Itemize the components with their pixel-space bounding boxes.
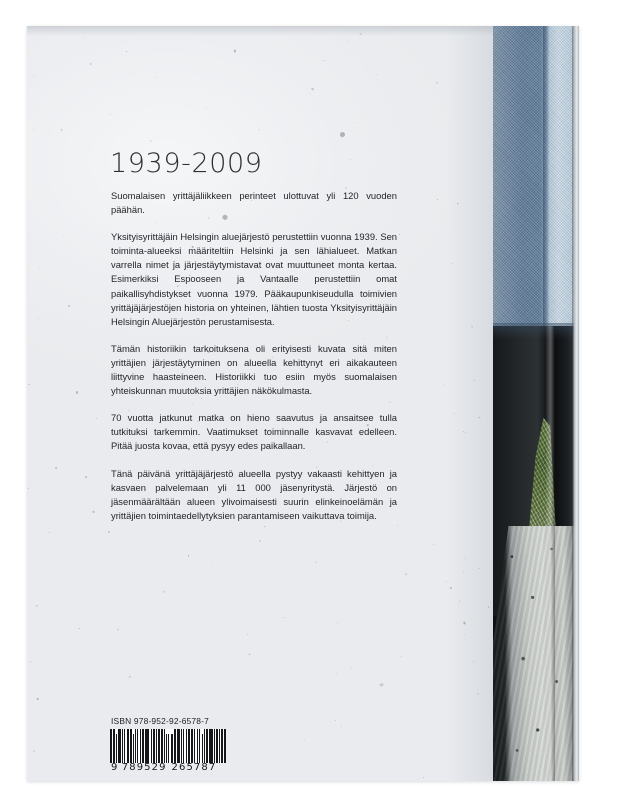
barcode-bar [174, 729, 176, 763]
speckle [340, 725, 341, 726]
speckle [404, 573, 407, 575]
speckle [79, 628, 80, 629]
speckle [33, 75, 34, 77]
photo-blue-shadow [543, 26, 549, 333]
speckle [249, 654, 251, 655]
barcode-bar [127, 729, 129, 763]
speckle [247, 634, 248, 636]
barcode-bar [206, 729, 208, 763]
barcode-bar [133, 734, 134, 763]
barcode-bar [130, 729, 132, 763]
barcode-bar [191, 729, 193, 763]
speckle [379, 683, 383, 687]
barcode-bar [211, 729, 213, 763]
speckle [92, 511, 94, 513]
back-cover-panel [27, 26, 493, 781]
speckle [397, 524, 399, 526]
barcode-bar [194, 729, 195, 763]
barcode-bar [156, 729, 157, 763]
isbn-label: ISBN 978-952-92-6578-7 [111, 716, 209, 726]
speckle [110, 114, 111, 116]
speckle [60, 129, 63, 131]
speckle [259, 540, 261, 542]
speckle [125, 51, 126, 52]
blurb-paragraph: Suomalaisen yrittäjäliikkeen perinteet ulottuvat yli 120 vuoden päähän. [111, 190, 397, 216]
barcode-bar [140, 729, 141, 763]
speckle [206, 108, 207, 109]
speckle [36, 698, 39, 701]
speckle [234, 49, 237, 52]
barcode-bar [178, 729, 180, 763]
speckle [304, 739, 305, 740]
barcode-bar [137, 729, 138, 763]
barcode-lead-digit: 9 [111, 762, 118, 773]
speckle [29, 660, 31, 662]
speckle [436, 81, 438, 83]
barcode-bar [161, 729, 163, 763]
speckle [162, 590, 164, 592]
back-cover-blurb [111, 189, 397, 523]
speckle [399, 234, 400, 235]
cover-top-shading [27, 26, 493, 36]
blurb-paragraph: Tänä päivänä yrittäjäjärjestö alueella pystyy vakaasti kehittyen ja kasvaen palvelemaan yli 11 000 jäsenyritystä. Järjestö on jäsenmäärältään alueen ylivoimaisesti suurin elinkeinoelämän ja yrittäjien toimintaedellytyksien parantamiseen vaikuttava toimija. [111, 467, 397, 521]
speckle [350, 666, 352, 668]
speckle [129, 676, 131, 678]
barcode-bar [158, 729, 160, 763]
ean13-barcode [110, 729, 226, 773]
speckle [212, 564, 213, 565]
speckle [84, 475, 87, 478]
speckle [283, 617, 284, 618]
speckle [33, 128, 35, 130]
speckle [76, 391, 79, 394]
speckle [324, 60, 325, 61]
barcode-bar [124, 729, 125, 763]
speckle [258, 129, 260, 131]
speckle [437, 199, 438, 200]
barcode-bar [216, 729, 218, 763]
photo-blue-fabric-region [493, 26, 579, 333]
speckle [90, 63, 92, 65]
blurb-paragraph: Yksityisyrittäjäin Helsingin aluejärjestö perustettiin vuonna 1939. Sen toiminta-alueeksi määriteltiin Helsinki ja sen lähialueet. Matkan varrella nimet ja järjestäytymistavat ovat muuttuneet monta kertaa. Esimerkiksi Espooseen ja Vantaalle perustettiin omat paikallisyhdistykset vuonna 1979. Pääkaupunkiseudulla toimivien yrittäjäjärjestöjen historia on yhteinen, lähtien tuosta Yksityisyrittäjäin Helsingin Aluejärjestön perustamisesta. [111, 231, 397, 327]
speckle [316, 562, 317, 563]
speckle [107, 531, 109, 533]
speckle [347, 41, 349, 43]
barcode-left-group: 789529 [121, 762, 167, 773]
speckle [335, 720, 336, 721]
speckle [28, 384, 30, 385]
barcode-bar [186, 729, 187, 763]
speckle [339, 131, 345, 138]
speckle [365, 69, 366, 70]
barcode-bar [153, 729, 155, 763]
barcode-bar [171, 734, 173, 763]
speckle [354, 122, 355, 123]
speckle [38, 318, 39, 319]
speckle [55, 466, 58, 469]
speckle [432, 544, 434, 546]
barcode-bar [142, 729, 144, 763]
book-object [27, 26, 579, 781]
book-page-edge [572, 26, 579, 781]
speckle [48, 532, 50, 534]
speckle [36, 605, 38, 607]
barcode-bar [214, 729, 215, 763]
speckle [155, 77, 156, 78]
photo-vertical-seam [546, 326, 555, 781]
speckle [63, 236, 64, 237]
barcode-bar [168, 734, 169, 763]
barcode-bar [111, 729, 112, 763]
speckle [350, 159, 351, 160]
barcode-bar [135, 729, 136, 763]
barcode-digits [110, 762, 226, 773]
barcode-bar [209, 729, 211, 763]
speckle [188, 554, 190, 556]
speckle [149, 140, 151, 142]
speckle [27, 488, 28, 489]
cover-title-years: 1939-2009 [110, 148, 263, 179]
barcode-bar [147, 729, 149, 763]
barcode-bar [151, 729, 152, 763]
barcode-bar [202, 734, 203, 763]
speckle [39, 268, 41, 270]
speckle [401, 655, 402, 656]
barcode-bar [119, 729, 121, 763]
barcode-bar [225, 729, 226, 763]
blurb-paragraph: 70 vuotta jatkunut matka on hieno saavutus ja ansaitsee tulla tutkituksi tarkemmin. Vaatimukset toiminnalle kasvavat edelleen. Pitää juosta kovaa, että pysyy edes paikallaan. [111, 412, 397, 452]
photo-dark-fade [493, 323, 579, 339]
speckle [336, 672, 338, 674]
speckle [337, 622, 338, 624]
speckle [376, 74, 377, 75]
barcode-bar [166, 734, 167, 763]
speckle [32, 750, 35, 753]
barcode-bar [181, 729, 182, 763]
photo-gravel-region [493, 526, 579, 781]
barcode-right-group: 265787 [171, 762, 217, 773]
speckle [84, 37, 85, 38]
barcode-bar [199, 729, 200, 763]
cover-gutter-shading [447, 26, 493, 781]
barcode-bar [183, 729, 184, 763]
speckle [264, 526, 266, 528]
speckle [444, 384, 445, 385]
barcode-bars [110, 729, 226, 763]
blurb-paragraph: Tämän historiikin tarkoituksena oli erityisesti kuvata sitä miten yrittäjien järjestäytyminen on alueella kehittynyt eri aikakauteen liittyvine haasteineen. Historiikki tuo esiin myös suomalaisen yhteiskunnan muutoksia yrittäjien näkökulmasta. [111, 342, 397, 397]
barcode-bar [164, 729, 165, 763]
barcode-bar [221, 729, 223, 763]
barcode-bar [188, 729, 190, 763]
speckle [96, 418, 98, 419]
speckle [116, 629, 118, 631]
speckle [311, 87, 315, 91]
speckle [68, 305, 70, 307]
speckle [423, 777, 424, 778]
spine-photograph-strip [493, 26, 579, 781]
speckle [166, 704, 167, 705]
